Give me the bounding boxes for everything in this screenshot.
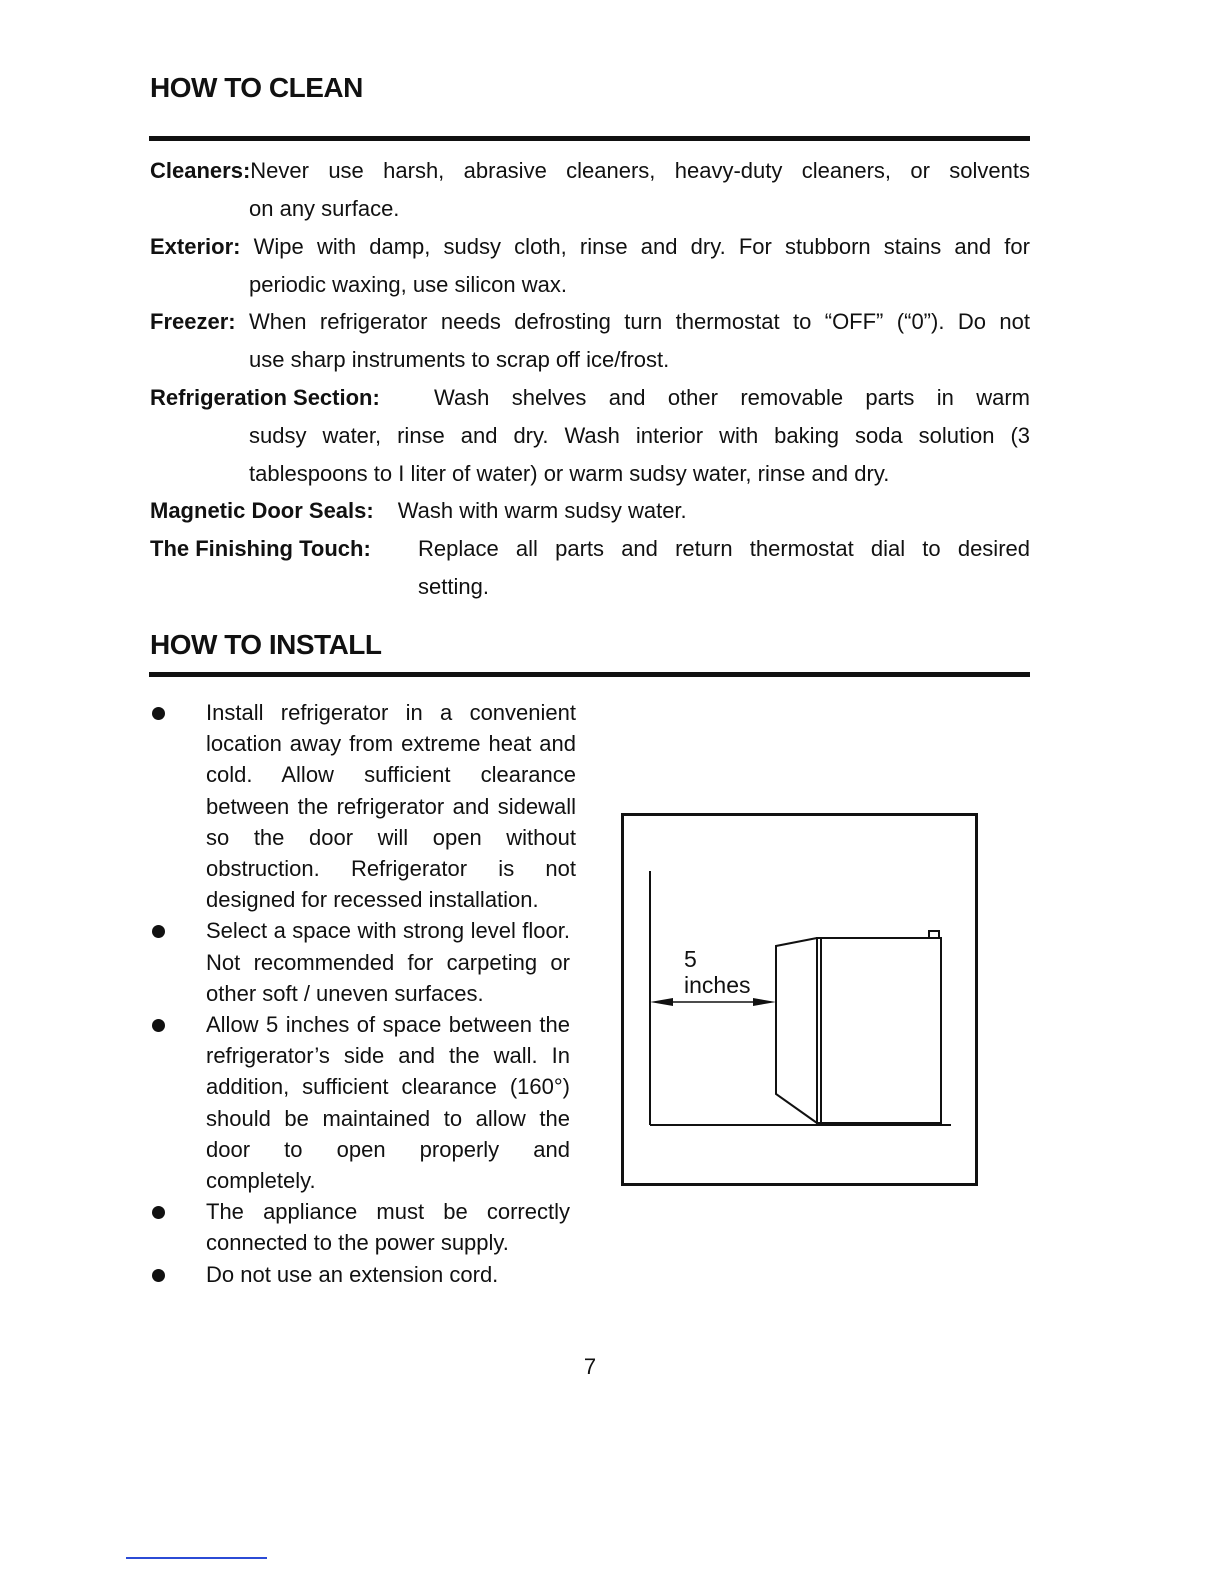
bullet-dot-icon (152, 1269, 165, 1282)
clean-item-magnetic-door-seals (150, 492, 1030, 530)
install-bullet-list (150, 697, 580, 1290)
clean-heading-rule (149, 136, 1030, 141)
clean-text: Wipe with damp, sudsy cloth, rinse and dry. For stubborn stains and for (253, 234, 1030, 259)
clearance-diagram (621, 813, 978, 1186)
clean-text: on any surface. (249, 196, 400, 221)
clean-text: Replace all parts and return thermostat dial to desired (418, 536, 1030, 561)
install-heading: HOW TO INSTALL (150, 629, 382, 660)
clean-text: Wash with warm sudsy water. (397, 498, 687, 523)
diagram-frame (623, 815, 977, 1185)
bullet-text: Do not use an extension cord. (206, 1261, 499, 1287)
bullet-text: Allow 5 inches of space between the refrigerator’s side and the wall. In addition, sufficient clearance (160°) should be maintained to allow the door to open properly and completely. (206, 1012, 570, 1194)
list-item (150, 1259, 580, 1290)
clean-item-exterior (150, 228, 1030, 304)
clean-term: Magnetic Door Seals: (150, 498, 374, 523)
list-item (150, 915, 580, 1009)
list-item (150, 697, 580, 915)
list-item (150, 1009, 580, 1196)
clean-term: Cleaners: (150, 158, 251, 183)
clean-text: use sharp instruments to scrap off ice/frost. (249, 347, 670, 372)
clean-term: Freezer: (150, 309, 236, 334)
clean-text: tablespoons to I liter of water) or warm sudsy water, rinse and dry. (249, 461, 890, 486)
list-item (150, 1196, 580, 1258)
clean-item-finishing-touch (150, 530, 1030, 606)
clean-text: sudsy water, rinse and dry. Wash interior with baking soda solution (3 (249, 423, 1030, 448)
bullet-dot-icon (152, 707, 165, 720)
clean-term: Exterior: (150, 234, 241, 259)
bullet-text: Select a space with strong level floor. Not recommended for carpeting or other soft / uneven surfaces. (206, 918, 570, 1006)
clean-item-cleaners (150, 152, 1030, 228)
clean-text: setting. (418, 574, 489, 599)
page-number: 7 (583, 1354, 597, 1379)
dimension-unit: inches (684, 972, 751, 998)
clean-item-freezer (150, 303, 1030, 379)
bullet-dot-icon (152, 1206, 165, 1219)
bottom-blue-rule (126, 1557, 267, 1559)
clean-text: Wash shelves and other removable parts in warm (434, 385, 1030, 410)
clean-term: The Finishing Touch: (150, 536, 371, 561)
bullet-dot-icon (152, 925, 165, 938)
dimension-number: 5 (684, 946, 697, 972)
clean-text: When refrigerator needs defrosting turn thermostat to “OFF” (“0”). Do not (249, 309, 1030, 334)
clean-text: periodic waxing, use silicon wax. (249, 272, 567, 297)
bullet-text: Install refrigerator in a convenient location away from extreme heat and cold. Allow sufficient clearance between the refrigerator and sidewall so the door will open without obstruction. Refrigerator is not designed for recessed installation. (206, 700, 576, 913)
bullet-dot-icon (152, 1019, 165, 1032)
bullet-text: The appliance must be correctly connected to the power supply. (206, 1199, 570, 1256)
clean-item-refrigeration-section (150, 379, 1030, 493)
clean-text: Never use harsh, abrasive cleaners, heavy-duty cleaners, or solvents (250, 158, 1030, 183)
clean-term: Refrigeration Section: (150, 385, 380, 410)
install-heading-rule (149, 672, 1030, 677)
clean-heading: HOW TO CLEAN (150, 72, 363, 103)
